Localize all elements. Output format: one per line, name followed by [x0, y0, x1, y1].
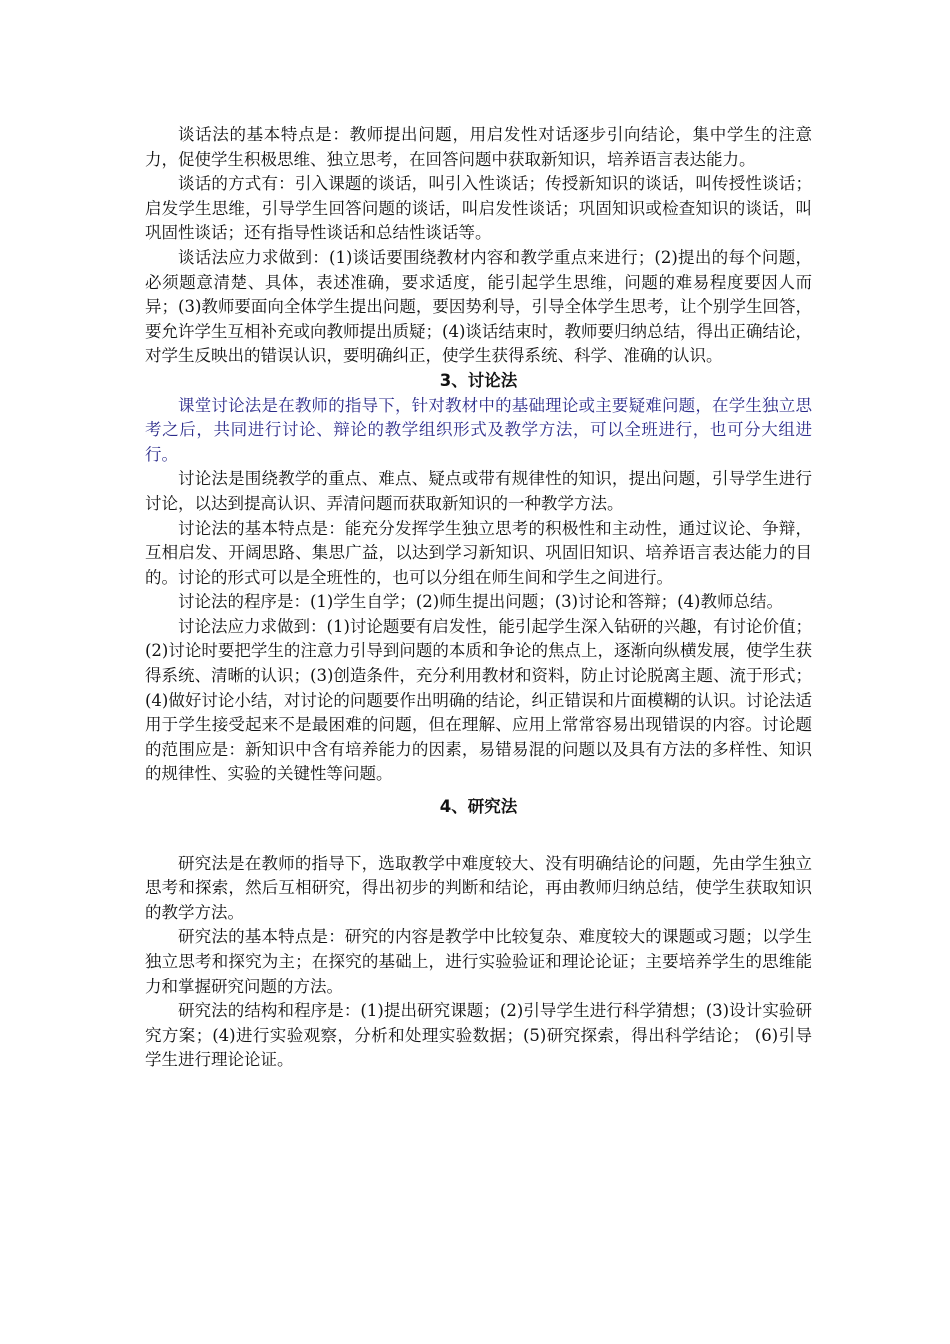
document-page	[145, 123, 812, 1073]
paragraph-talk-types: 谈话的方式有：引入课题的谈话，叫引入性谈话；传授新知识的谈话，叫传授性谈话；启发学生思维，引导学生回答问题的谈话，叫启发性谈话；巩固知识或检查知识的谈话，叫巩固性谈话；还有指导性谈话和总结性谈话等。	[145, 174, 812, 243]
paragraph-talk-requirements: 谈话法应力求做到：(1)谈话要围绕教材内容和教学重点来进行；(2)提出的每个问题，必须题意清楚、具体，表述准确，要求适度，能引起学生思维，问题的难易程度要因人而异；(3)教师要面向全体学生提出问题，要因势利导，引导全体学生思考，让个别学生回答，要允许学生互相补充或向教师提出质疑；(4)谈话结束时，教师要归纳总结，得出正确结论，对学生反映出的错误认识，要明确纠正，使学生获得系统、科学、准确的认识。	[145, 247, 812, 366]
section-heading-research: 4、研究法	[439, 797, 518, 817]
paragraph-discussion-requirements: 讨论法应力求做到：(1)讨论题要有启发性，能引起学生深入钻研的兴趣，有讨论价值；(2)讨论时要把学生的注意力引导到问题的本质和争论的焦点上，逐渐向纵横发展，使学生获得系统、清晰的认识；(3)创造条件，充分利用教材和资料，防止讨论脱离主题、流于形式；(4)做好讨论小结，对讨论的问题要作出明确的结论，纠正错误和片面模糊的认识。讨论法适用于学生接受起来不是最困难的问题，但在理解、应用上常常容易出现错误的内容。讨论题的范围应是：新知识中含有培养能力的因素，易错易混的问题以及具有方法的多样性、知识的规律性、实验的关键性等问题。	[145, 616, 812, 784]
section-heading-discussion: 3、讨论法	[439, 370, 518, 390]
paragraph-discussion-description: 讨论法是围绕教学的重点、难点、疑点或带有规律性的知识，提出问题，引导学生进行讨论，以达到提高认识、弄清问题而获取新知识的一种教学方法。	[145, 469, 812, 513]
paragraph-talk-features: 谈话法的基本特点是：教师提出问题，用启发性对话逐步引向结论，集中学生的注意力，促使学生积极思维、独立思考，在回答问题中获取新知识，培养语言表达能力。	[145, 125, 812, 169]
paragraph-research-procedure: 研究法的结构和程序是：(1)提出研究课题；(2)引导学生进行科学猜想；(3)设计实验研究方案；(4)进行实验观察，分析和处理实验数据；(5)研究探索，得出科学结论； (6)引导学生进行理论论证。	[145, 1001, 812, 1070]
paragraph-discussion-procedure: 讨论法的程序是：(1)学生自学；(2)师生提出问题；(3)讨论和答辩；(4)教师总结。	[178, 592, 783, 612]
paragraph-research-definition: 研究法是在教师的指导下，选取教学中难度较大、没有明确结论的问题，先由学生独立思考和探索，然后互相研究，得出初步的判断和结论，再由教师归纳总结，使学生获取知识的教学方法。	[145, 853, 812, 922]
paragraph-discussion-definition: 课堂讨论法是在教师的指导下，针对教材中的基础理论或主要疑难问题，在学生独立思考之后，共同进行讨论、辩论的教学组织形式及教学方法，可以全班进行，也可分大组进行。	[145, 395, 812, 464]
paragraph-discussion-features: 讨论法的基本特点是：能充分发挥学生独立思考的积极性和主动性，通过议论、争辩，互相启发、开阔思路、集思广益，以达到学习新知识、巩固旧知识、培养语言表达能力的目的。讨论的形式可以是全班性的，也可以分组在师生间和学生之间进行。	[145, 518, 812, 587]
paragraph-research-features: 研究法的基本特点是：研究的内容是教学中比较复杂、难度较大的课题或习题；以学生独立思考和探究为主；在探究的基础上，进行实验验证和理论论证；主要培养学生的思维能力和掌握研究问题的方法。	[145, 927, 812, 996]
